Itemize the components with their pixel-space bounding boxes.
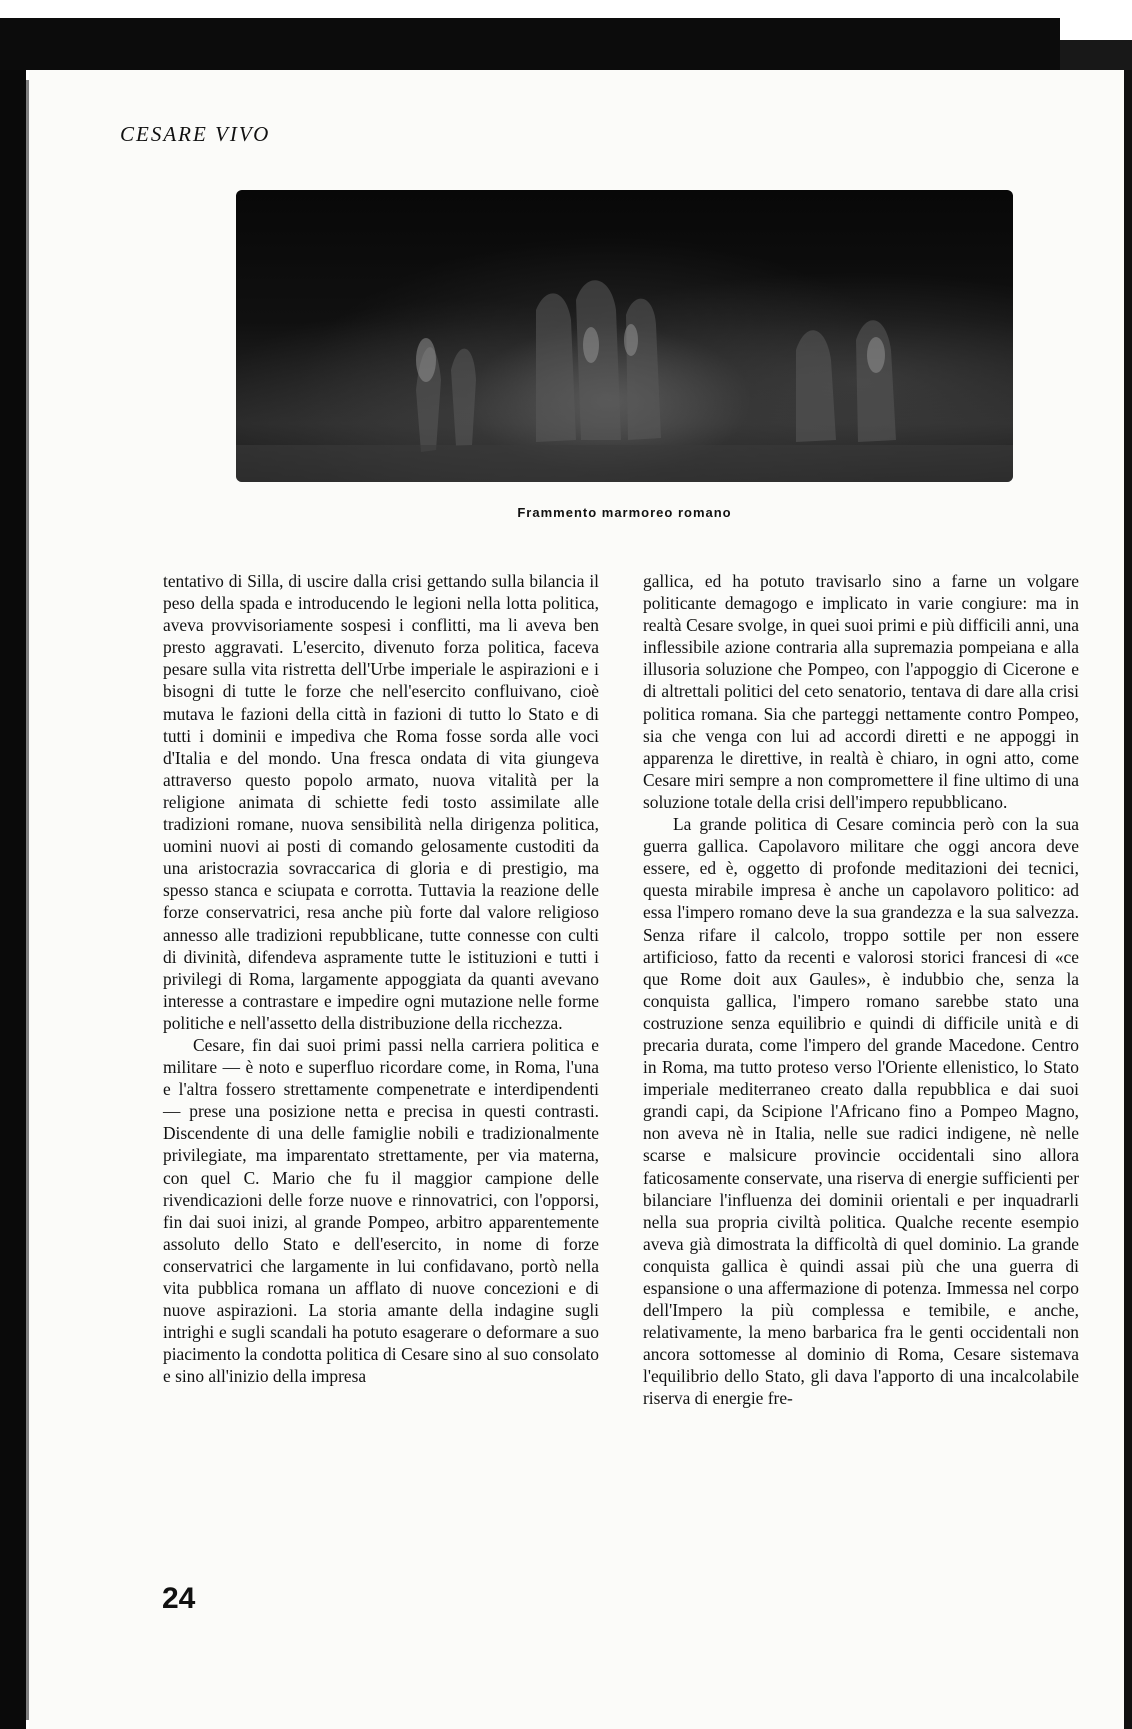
scan-edge-left	[0, 70, 26, 1729]
paragraph: Cesare, fin dai suoi primi passi nella carriera politica e militare — è noto e superfluo ricordare come, in Roma, l'una e l'altra fossero strettamente compenetrate e interdipendenti — prese una posizione netta e precisa in questi contrasti. Discendente di una delle famiglie nobili e tradizionalmente privilegiate, ma imparentato strettamente, per via materna, con quel C. Mario che fu il maggior campione delle rivendicazioni delle forze nuove e rinnovatrici, con l'opporsi, fin dai suoi inizi, al grande Pompeo, arbitro apparentemente assoluto dello Stato e dell'esercito, in nome di forze conservatrici che largamente in lui confidavano, portò nella vita pubblica romana un afflato di nuove concezioni e di nuove aspirazioni. La storia amante della indagine sugli intrighi e sugli scandali ha potuto esagerare o deformare a suo piacimento la condotta politica di Cesare sino al suo consolato e sino all'inizio della impresa	[163, 1034, 599, 1387]
relief-figures-illustration	[236, 190, 1013, 482]
paragraph: La grande politica di Cesare comincia però con la sua guerra gallica. Capolavoro militare che oggi ancora deve essere, ed è, oggetto di profonde meditazioni dei tecnici, questa mirabile impresa è anche un capolavoro politico: ad essa l'impero romano deve la sua grandezza e la sua salvezza. Senza rifare il calcolo, troppo sottile per non essere artificioso, fatto da recenti e valorosi storici francesi di «ce que Rome doit aux Gaules», è indubbio che, senza la conquista gallica, l'impero romano sarebbe stato una costruzione senza equilibrio e quindi di difficile unità e di precaria durata, come l'impero del grande Macedone. Centro in Roma, ma tutto proteso verso l'Oriente ellenistico, lo Stato imperiale mediterraneo creato dalla repubblica e dai suoi grandi capi, da Scipione l'Africano fino a Pompeo Magno, non aveva nè in Italia, nelle sue radici indigene, nè nelle scarse e malsicure provincie occidentali sino allora faticosamente conservate, una riserva di energie sufficienti per bilanciare l'influenza dei dominii orientali e per inquadrarli nella sua propria civiltà politica. Qualche recente esempio aveva già dimostrata la difficoltà di quel dominio. La grande conquista gallica è quindi assai più che una guerra di espansione o una affermazione di potenza. Immessa nel corpo dell'Impero la più complessa e temibile, e anche, relativamente, la meno barbarica fra le genti occidentali non ancora sottomesse al dominio di Roma, Cesare sistemava l'equilibrio dello Stato, gli dava l'apporto di una incalcolabile riserva di energie fre-	[643, 814, 1079, 1409]
scan-edge-top	[0, 18, 1060, 70]
scan-edge-right	[1124, 70, 1132, 1729]
paragraph: tentativo di Silla, di uscire dalla crisi gettando sulla bilancia il peso della spada e introducendo le legioni nella lotta politica, aveva provvisoriamente sospesi i conflitti, ma li aveva ben presto aggravati. L'esercito, divenuto forza politica, faceva pesare sulla vita ristretta dell'Urbe imperiale le aspirazioni e i bisogni di tutte le forze che nell'esercito confluivano, cioè mutava le fazioni della città in fazioni di tutto lo Stato e di tutti i dominii e impediva che Roma fosse sorda alle voci d'Italia e del mondo. Una fresca ondata di vita giungeva attraverso questo popolo armato, nuova vitalità per la religione animata di schiette fedi tosto assimilate alle tradizioni romane, nuova sensibilità nella dirigenza politica, uomini nuovi ai posti di comando gelosamente custoditi da una aristocrazia sovraccarica di gloria e di prestigio, ma spesso stanca e sciupata e corrotta. Tuttavia la reazione delle forze conservatrici, resa anche più forte dal valore religioso annesso alle tradizioni repubblicane, tutte connesse con culti di divinità, difendeva aspramente tutte le istituzioni e tutti i privilegi di Roma, largamente appoggiata da quanti avevano interesse a contrastare e impedire ogni mutazione nelle forme politiche e nell'assetto della distribuzione della ricchezza.	[163, 571, 599, 1033]
page-number: 24	[162, 1582, 196, 1615]
paragraph: gallica, ed ha potuto travisarlo sino a farne un volgare politicante demagogo e implicato in varie congiure: ma in realtà Cesare svolge, in quei suoi primi e più difficili anni, una inflessibile azione contraria alla supremazia pompeiana e alla illusoria soluzione che Pompeo, con l'appoggio di Cicerone e di altrettali politici del ceto senatorio, tentava di dare alla crisi politica romana. Sia che parteggi nettamente contro Pompeo, sia che venga con lui ad accordi diretti e ne appoggi in apparenza le direttive, in realtà è chiaro, in ogni atto, come Cesare miri sempre a non compromettere il fine ultimo di una soluzione totale della crisi dell'impero repubblicano.	[643, 571, 1079, 812]
running-title: CESARE VIVO	[120, 122, 271, 146]
marble-fragment-photo	[236, 190, 1013, 482]
text-column-right	[643, 570, 1079, 1410]
figure-caption: Frammento marmoreo romano	[517, 505, 732, 520]
text-column-left	[163, 570, 599, 1387]
